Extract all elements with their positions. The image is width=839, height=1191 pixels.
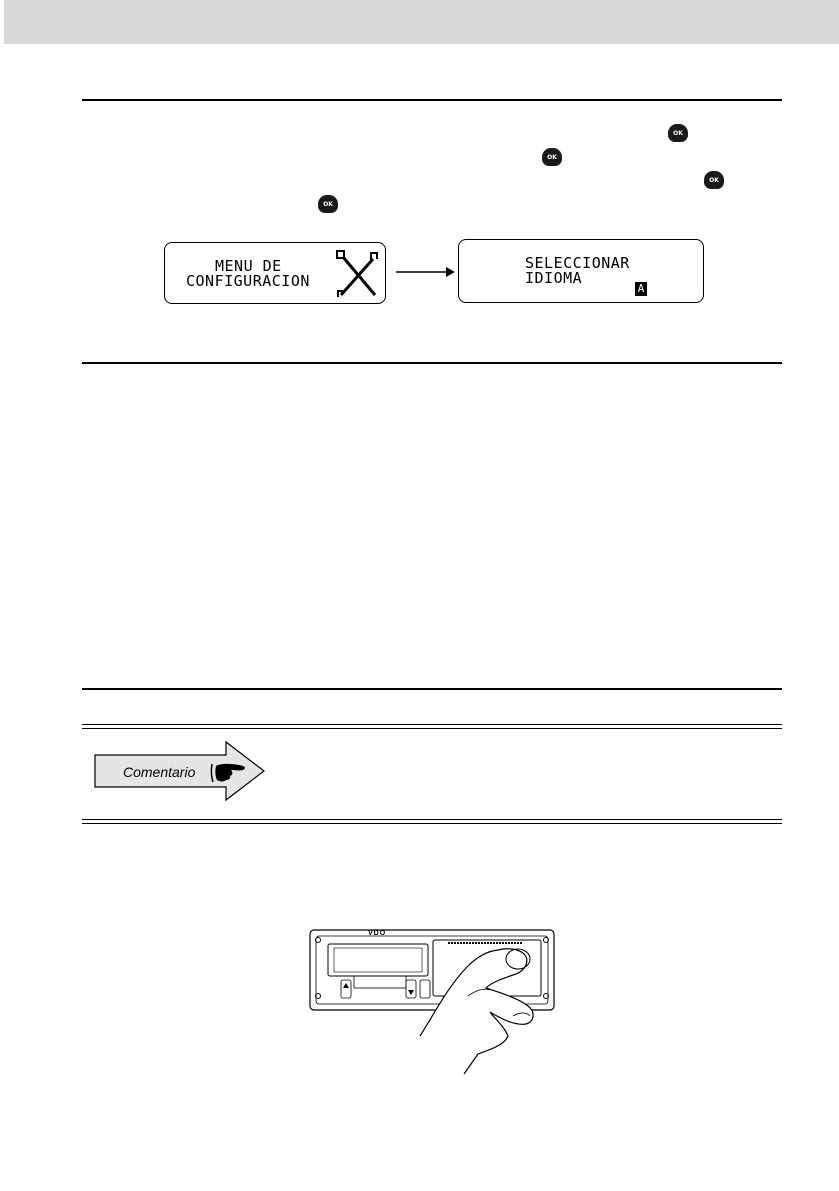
pointing-hand-icon	[209, 760, 249, 784]
ok-button-icon	[668, 124, 688, 142]
ok-button-label: OK	[547, 153, 557, 161]
ok-button-label: OK	[673, 129, 683, 137]
ok-button-icon	[704, 171, 724, 189]
lcd-line-1: SELECCIONAR	[525, 254, 630, 272]
lcd-display-config-menu	[164, 242, 386, 304]
arrow-right-icon	[396, 266, 456, 278]
ok-button-icon	[542, 148, 562, 166]
comment-label: Comentario	[123, 764, 196, 780]
page-header-edge	[0, 0, 4, 44]
section-divider	[82, 99, 782, 101]
ok-button-label: OK	[709, 176, 719, 184]
ok-button-icon	[318, 195, 338, 213]
device-brand-label: VDO	[368, 930, 387, 937]
ok-button-label: OK	[323, 200, 333, 208]
lcd-line-2: CONFIGURACION	[186, 272, 310, 290]
lcd-display-select-language	[458, 239, 704, 303]
page-header-bar	[0, 0, 839, 44]
comment-box-top-rule	[82, 724, 782, 729]
crossed-tools-icon	[335, 251, 381, 297]
lcd-line-2: IDIOMA	[525, 269, 583, 287]
lcd-line-1: MENU DE	[215, 257, 282, 275]
section-divider	[82, 362, 782, 364]
comment-box-bottom-rule	[82, 819, 782, 824]
tachograph-device-illustration	[308, 926, 558, 1076]
section-divider	[82, 688, 782, 690]
language-indicator: A	[635, 282, 647, 296]
